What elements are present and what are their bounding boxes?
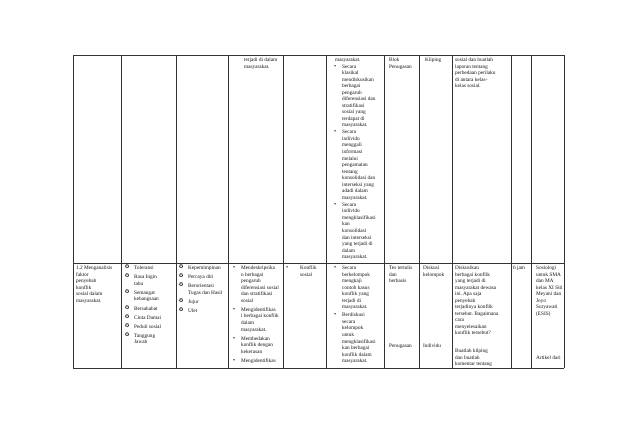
materi-list-bottom bbox=[232, 265, 288, 367]
row-divider bbox=[73, 263, 564, 264]
list-item: • Secara individu mengklasifikasi kan konsolidasi dan interseksi yang terjadi di dalam masyarakat. bbox=[333, 202, 385, 261]
list-item: • Secara individu menggali informasi melalui pengamatan tentang konsolidasi dan interseksi yang adadi dalam masyarakat. bbox=[333, 129, 385, 201]
kewirausahaan-list bbox=[179, 265, 229, 317]
col-line bbox=[511, 55, 512, 368]
list-item: ✪ Bersahabat bbox=[125, 306, 177, 313]
kompetensi-dasar-cell: 1.2 Menganalisis faktor penyebab konflik sosial dalam masyarakat. bbox=[76, 265, 113, 304]
bentuk-cell-top: Kliping bbox=[425, 57, 442, 63]
nilai-budaya-list bbox=[125, 265, 177, 349]
list-item: ✪ Percaya diri bbox=[179, 274, 229, 281]
col-line bbox=[531, 55, 532, 368]
col-line bbox=[326, 55, 327, 368]
list-item: • Berdiskusi secara kelompok untuk mengklasifikasi kan berbagai konflik dalam masyarakat. bbox=[333, 312, 385, 364]
list-item: • Mengidentifikas i berbagai konflik dalam masyarakat. bbox=[232, 307, 288, 333]
list-item: • Secara berkelompok mengkaji contoh kasus konflik yang terjadi di masyarakat. bbox=[333, 265, 385, 311]
list-item: ✪ Rasa Ingin tahu bbox=[125, 274, 177, 287]
materi-cell-top: terjadi di dalam masyarakat. bbox=[244, 57, 278, 70]
list-item: ✪ Ulet bbox=[179, 308, 229, 315]
pembelajaran-list bbox=[285, 265, 327, 281]
bentuk-cell-1: Diskusi kelompok bbox=[423, 265, 445, 278]
list-item: ✪ Peduli sosial bbox=[125, 324, 177, 331]
list-item: • Membedakan konflik dengan kekerasan bbox=[232, 336, 288, 356]
alokasi-waktu-cell: 6 jam bbox=[513, 265, 525, 271]
teknik-cell-2: Penugasan bbox=[389, 343, 412, 349]
list-item: • Mendeskripsika n berbagai pengaruh diferensiasi sosial dan stratifikasi sosial bbox=[232, 265, 288, 304]
col-line bbox=[419, 55, 420, 368]
list-item: ✪ Berorientasi Tugas dan Hasil bbox=[179, 283, 229, 296]
table-bottom-border bbox=[73, 368, 564, 369]
sumber-belajar-cell-1: Sosiologi untuk SMA dan MA kelas XI Siti Meyani dan Joyo Suryawati (ESIS) bbox=[536, 265, 563, 317]
col-line bbox=[228, 55, 229, 368]
list-item: ✪ Cinta Damai bbox=[125, 315, 177, 322]
indikator-list-top bbox=[333, 64, 385, 262]
list-item: • Secara klasikal mendiskusikan berbagai pengaruh diferensiasi dan stratifikasi sosial yang terdapat di masyarakat. bbox=[333, 64, 385, 129]
indikator-lead-text: masyarakat. bbox=[335, 57, 361, 63]
col-line bbox=[452, 55, 453, 368]
list-item: ✪ Jujur bbox=[179, 299, 229, 306]
instrumen-cell-2: Buatlah kliping dan buatlah komentar tentang bbox=[455, 348, 492, 368]
teknik-cell-1: Tes tertulis dan berbasis bbox=[389, 265, 413, 285]
list-item: • Konflik sosial bbox=[285, 265, 327, 278]
sumber-belajar-cell-2: Artikel dari bbox=[536, 355, 561, 361]
table-top-border bbox=[73, 55, 564, 56]
col-line bbox=[73, 55, 74, 368]
list-item: ✪ Toleransi bbox=[125, 265, 177, 272]
list-item: ✪ Semangat kebangsaan bbox=[125, 290, 177, 303]
instrumen-cell-top: sosial dan buatlah laporan tentang perbedaan perilaku di antara kelas- kelas sosial. bbox=[455, 57, 496, 90]
col-line bbox=[121, 55, 122, 368]
list-item: ✪ Kepemimpinan bbox=[179, 265, 229, 272]
teknik-cell-top: Blok Penugasan bbox=[389, 57, 412, 70]
col-line bbox=[564, 55, 565, 368]
instrumen-cell-1: Diskusikan berbagai konflik yang terjadi di masyarakat dewasa ini. Apa saja penyebab terjadinya konflik tersebut. Bagaimana cara menyelesaikan konflik tersebut? bbox=[455, 265, 499, 337]
list-item: ✪ Tanggung Jawab bbox=[125, 333, 177, 346]
bentuk-cell-2: Individu bbox=[423, 343, 441, 349]
list-item: • Mengidentifikas bbox=[232, 358, 288, 365]
indikator-list-bottom bbox=[333, 265, 385, 367]
